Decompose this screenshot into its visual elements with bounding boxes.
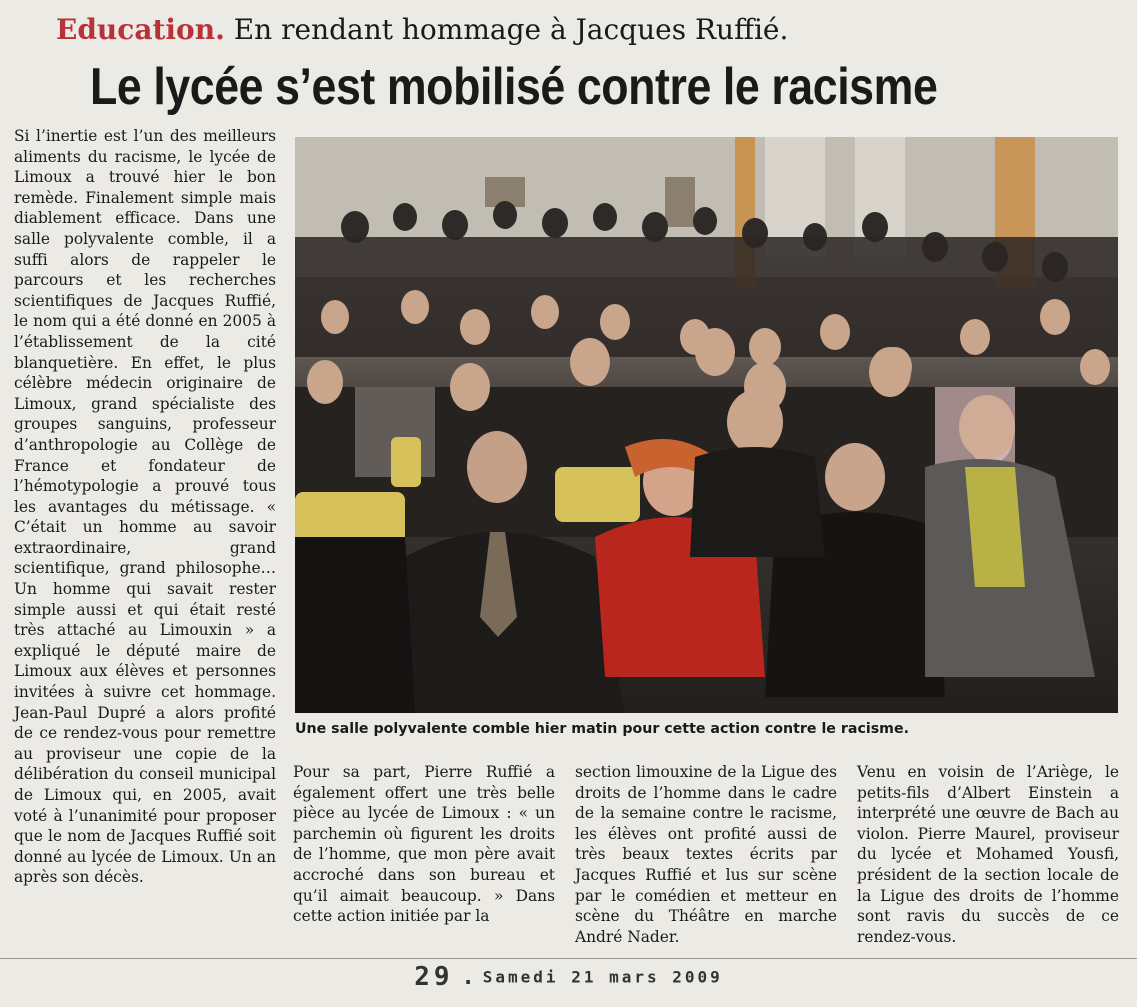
article-photo (295, 137, 1118, 713)
page-number: 29 (414, 962, 454, 992)
column-1-text: Si l’inertie est l’un des meilleurs aliments du racisme, le lycée de Limoux a trouvé hier le bon remède. Finalement simple mais diablement efficace. Dans une salle polyvalente comble, il a suffi alors de rappeler le parcours et les recherches scientifiques de Jacques Ruffié, le nom qui a été donné en 2005 à l’établissement de la cité blanquetière. En effet, le plus célèbre médecin originaire de Limoux, grand spécialiste des groupes sanguins, professeur d’anthropologie au Collège de France et fondateur de l’hémotypologie a prouvé tous les avantages du métissage. « C’était un homme au savoir extraordinaire, grand scientifique, grand philosophe… Un homme qui savait rester simple aussi et qui était resté très attaché au Limouxin » a expliqué le député maire de Limoux aux élèves et personnes invitées à suivre cet hommage. Jean-Paul Dupré a alors profité de ce rendez-vous pour remettre au proviseur une copie de la délibération du conseil municipal de Limoux qui, en 2005, avait voté à l’unanimité pour proposer que le nom de Jacques Ruffié soit donné au lycée de Limoux. Un an après son décès. (14, 127, 276, 887)
audience-photo-illustration (295, 137, 1118, 713)
column-2-text: Pour sa part, Pierre Ruffié a également offert une très belle pièce au lycée de Limoux : « un parchemin où figurent les droits de l’homme, que mon père avait accroché dans son bureau et qu’il aimait beaucoup. » Dans cette action initiée par la (293, 763, 555, 926)
article-column-3 (575, 762, 837, 947)
footer-separator: . (461, 964, 475, 990)
column-4-text: Venu en voisin de l’Ariège, le petits-fils d’Albert Einstein a interprété une œuvre de Bach au violon. Pierre Maurel, proviseur du lycée et Mohamed Yousfi, président de la section locale de la Ligue des droits de l’homme sont ravis du succès de ce rendez-vous. (857, 763, 1119, 946)
column-3-text: section limouxine de la Ligue des droits de l’homme dans le cadre de la semaine contre le racisme, les élèves ont profité aussi de très beaux textes écrits par Jacques Ruffié et lus sur scène par le comédien et metteur en scène du Théâtre en marche André Nader. (575, 763, 837, 946)
kicker-subtitle: En rendant hommage à Jacques Ruffié. (233, 13, 789, 46)
issue-date: Samedi 21 mars 2009 (482, 967, 723, 987)
section-rubric: Education. (56, 13, 225, 46)
footer-rule (0, 958, 1137, 959)
article-headline: Le lycée s’est mobilisé contre le racisme (90, 58, 938, 116)
article-kicker (56, 12, 1116, 48)
photo-caption: Une salle polyvalente comble hier matin pour cette action contre le racisme. (295, 721, 909, 737)
article-column-4 (857, 762, 1119, 947)
page-footer (0, 962, 1137, 1002)
article-column-2 (293, 762, 555, 927)
article-column-1 (14, 126, 276, 888)
